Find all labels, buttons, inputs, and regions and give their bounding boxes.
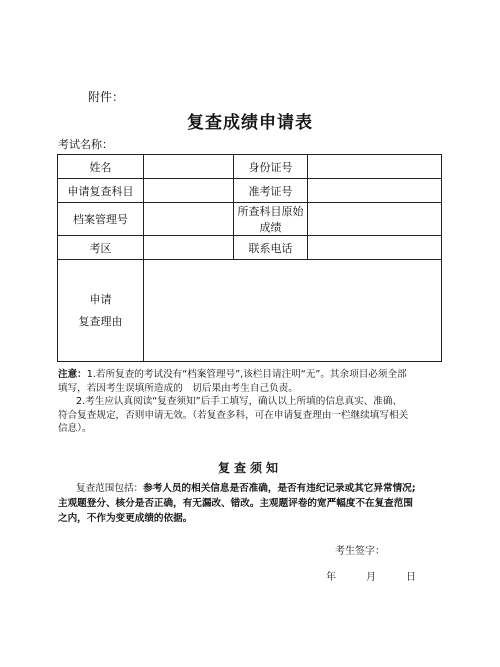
date-year: 年 [326, 572, 336, 583]
reason-label-line1: 申请 [89, 292, 112, 306]
admission-number-field[interactable] [308, 179, 442, 203]
note-item2-line1: 2.考生应认真阅读“复查须知”后手工填写，确认以上所填的信息真实、准确、 [76, 396, 403, 407]
reason-field[interactable] [144, 260, 442, 362]
application-form-table [57, 154, 442, 362]
date-row [326, 568, 416, 583]
table-row [58, 203, 442, 236]
notice-line2: 主观题登分、核分是否正确，有无漏改、错改。主观题评卷的宽严幅度不在复查范围 [58, 498, 413, 509]
id-number-label: 身份证号 [234, 155, 308, 179]
exam-area-label: 考区 [58, 236, 144, 260]
notice-body [58, 481, 444, 526]
notice-lead: 复查范围包括： [76, 483, 144, 494]
admission-number-label: 准考证号 [234, 179, 308, 203]
phone-label: 联系电话 [234, 236, 308, 260]
exam-name-label: 考试名称： [58, 138, 113, 151]
table-row [58, 155, 442, 179]
original-score-field[interactable] [308, 203, 442, 236]
subject-label: 申请复查科目 [58, 179, 144, 203]
date-month: 月 [366, 572, 376, 583]
note-item1-line1: 1.若所复查的考试没有“档案管理号”,该栏目请注明“无”。其余项目必须全部 [86, 369, 407, 380]
reason-label-line2: 复查理由 [78, 314, 123, 328]
attachment-label: 附件： [88, 90, 125, 104]
signature-label: 考生签字： [335, 546, 385, 557]
table-row [58, 236, 442, 260]
notice-line3: 之内，不作为变更成绩的依据。 [58, 513, 193, 524]
name-label: 姓名 [58, 155, 144, 179]
notes-label: 注意： [58, 369, 87, 380]
reason-label [58, 260, 144, 362]
archive-number-label: 档案管理号 [58, 203, 144, 236]
notes-section [58, 368, 446, 436]
name-field[interactable] [144, 155, 234, 179]
subject-field[interactable] [144, 179, 234, 203]
notice-line1: 参考人员的相关信息是否准确，是否有违纪记录或其它异常情况; [143, 483, 416, 494]
date-day: 日 [406, 572, 416, 583]
table-row [58, 260, 442, 362]
archive-number-field[interactable] [144, 203, 234, 236]
exam-area-field[interactable] [144, 236, 234, 260]
original-score-label: 所查科目原始成绩 [234, 203, 308, 236]
page-title: 复查成绩申请表 [187, 113, 313, 133]
note-item1-line2: 填写，若因考生误填所造成的 切后果由考生自己负责。 [58, 382, 298, 394]
phone-field[interactable] [308, 236, 442, 260]
notice-title: 复查须知 [217, 461, 282, 475]
table-row [58, 179, 442, 203]
note-item2-line3: 信息）。 [58, 423, 92, 434]
note-item2-line2: 符合复查规定，否则申请无效。（若复查多科，可在申请复查理由一栏继续填写相关 [58, 409, 409, 421]
id-number-field[interactable] [308, 155, 442, 179]
